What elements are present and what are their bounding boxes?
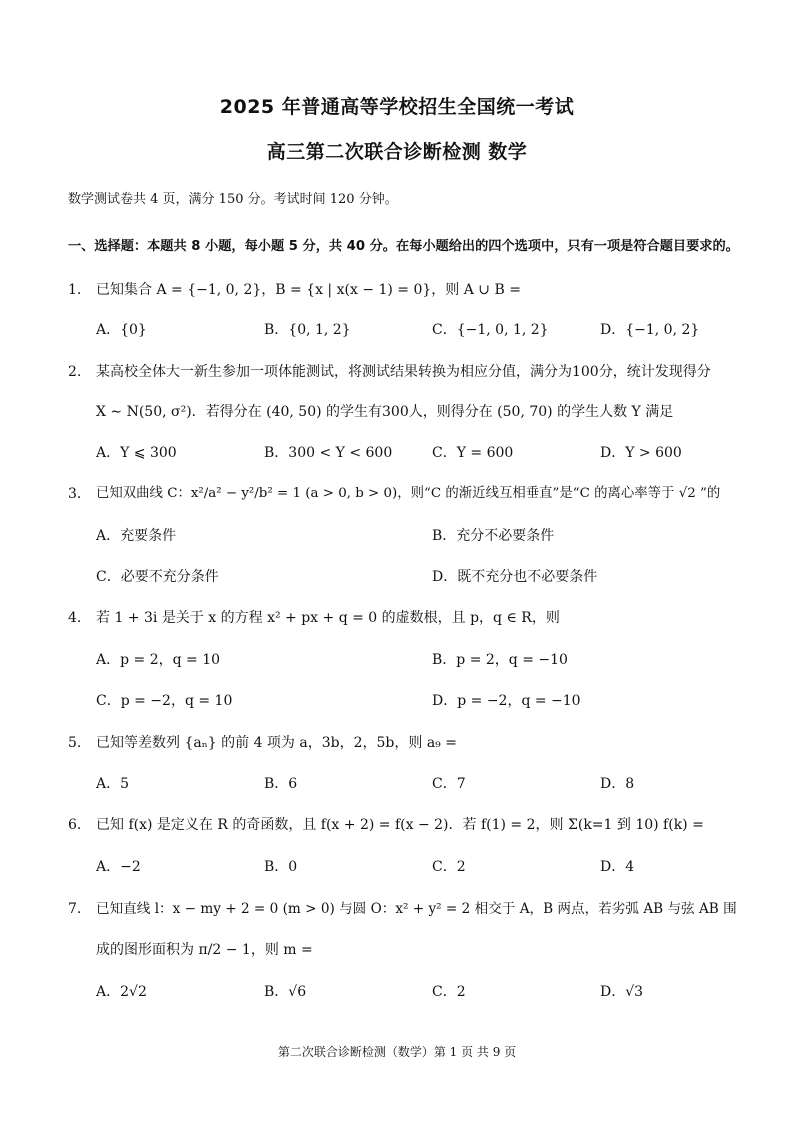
exam-title: 2025 年普通高等学校招生全国统一考试 [219,96,575,118]
option-c: C．7 [432,776,466,792]
option-a: A．Y ⩽ 300 [96,445,177,461]
question-number: 2. [68,364,82,380]
option-d: D．√3 [600,984,644,1000]
option-d: D．{−1, 0, 2} [600,322,700,338]
question-text: 已知 f(x) 是定义在 R 的奇函数，且 f(x + 2) = f(x − 2)．若 f(1) = 2，则 Σ(k=1 到 10) f(k) = [96,817,704,833]
option-b: B．300 < Y < 600 [264,445,393,461]
option-c: C．Y = 600 [432,445,514,461]
option-b: B．√6 [264,984,307,1000]
exam-subtitle: 高三第二次联合诊断检测 数学 [266,141,528,163]
option-d: D．4 [600,859,635,875]
question-text: 已知直线 l：x − my + 2 = 0 (m > 0) 与圆 O：x² + y² = 2 相交于 A，B 两点，若劣弧 AB 与弦 AB 围 [96,901,737,917]
option-d: D．既不充分也不必要条件 [432,569,598,585]
question-text-cont: X ∼ N(50, σ²)．若得分在 (40, 50) 的学生有300人，则得分在 (50, 70) 的学生人数 Y 满足 [96,404,674,420]
option-c: C．必要不充分条件 [96,569,219,585]
question-number: 4. [68,610,82,626]
option-a: A．p = 2，q = 10 [96,652,221,668]
option-c: C．p = −2，q = 10 [96,693,233,709]
question-text: 已知双曲线 C：x²/a² − y²/b² = 1 (a > 0, b > 0)，则“C 的渐近线互相垂直”是“C 的离心率等于 √2 ”的 [96,486,721,501]
question-number: 7. [68,901,82,917]
question-number: 5. [68,735,82,751]
question-text: 某高校全体大一新生参加一项体能测试，将测试结果转换为相应分值，满分为100分，统计发现得分 [96,364,711,380]
option-b: B．充分不必要条件 [432,528,555,544]
option-b: B．0 [264,859,298,875]
question-text: 已知等差数列 {aₙ} 的前 4 项为 a，3b，2，5b，则 a₉ = [96,735,457,751]
question-number: 3. [68,486,82,502]
option-d: D．8 [600,776,635,792]
option-a: A．2√2 [96,984,147,1000]
question-number: 6. [68,817,82,833]
question-number: 1. [68,282,82,298]
option-c: C．{−1, 0, 1, 2} [432,322,549,338]
option-c: C．2 [432,859,466,875]
option-b: B．{0, 1, 2} [264,322,351,338]
option-d: D．p = −2，q = −10 [432,693,581,709]
intro-text: 数学测试卷共 4 页，满分 150 分。考试时间 120 分钟。 [68,192,398,207]
option-b: B．p = 2，q = −10 [432,652,568,668]
option-b: B．6 [264,776,298,792]
question-text: 若 1 + 3i 是关于 x 的方程 x² + px + q = 0 的虚数根，且 p，q ∈ R，则 [96,610,560,626]
option-a: A．{0} [96,322,147,338]
option-a: A．−2 [96,859,141,875]
option-c: C．2 [432,984,466,1000]
section-heading: 一、选择题：本题共 8 小题，每小题 5 分，共 40 分。在每小题给出的四个选项中，只有一项是符合题目要求的。 [68,239,739,254]
option-d: D．Y > 600 [600,445,682,461]
question-text-cont: 成的图形面积为 π/2 − 1，则 m = [96,942,313,958]
question-text: 已知集合 A = {−1, 0, 2}，B = {x | x(x − 1) = 0}，则 A ∪ B = [96,282,521,298]
option-a: A．5 [96,776,130,792]
page-footer: 第二次联合诊断检测（数学）第 1 页 共 9 页 [277,1045,517,1059]
option-a: A．充要条件 [96,528,177,544]
